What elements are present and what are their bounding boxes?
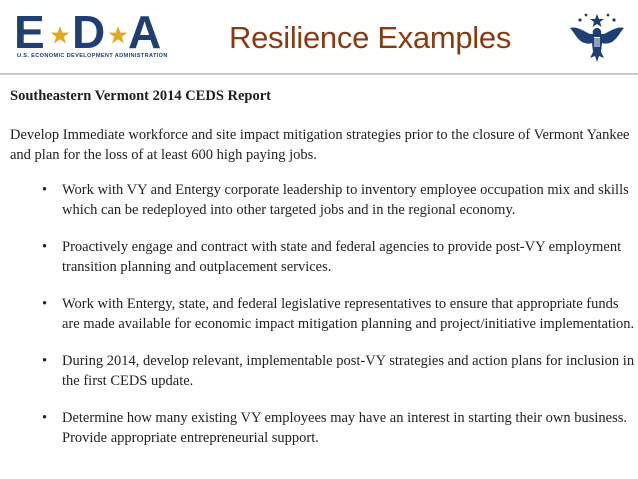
eda-logo xyxy=(12,10,172,65)
report-title: Southeastern Vermont 2014 CEDS Report xyxy=(10,88,271,104)
eagle-seal-icon xyxy=(568,10,626,66)
bullet-text: Proactively engage and contract with state and federal agencies to provide post-VY employment transition planning and outplacement services. xyxy=(62,239,622,275)
star-icon xyxy=(51,26,70,43)
bullet-marker: • xyxy=(42,353,48,369)
eda-logo-mark xyxy=(12,10,172,52)
slide-header xyxy=(0,0,638,72)
list-item xyxy=(0,237,638,277)
list-item xyxy=(0,294,638,334)
slide-title: Resilience Examples xyxy=(229,20,512,55)
logo-letter-d: D xyxy=(72,10,106,52)
header-divider xyxy=(0,73,638,75)
logo-subtitle: U.S. ECONOMIC DEVELOPMENT ADMINISTRATION xyxy=(17,53,168,59)
bullet-text: During 2014, develop relevant, implementable post-VY strategies and action plans for inclusion in the first CEDS update. xyxy=(62,353,635,389)
list-item xyxy=(0,180,638,220)
bullet-marker: • xyxy=(42,410,48,426)
intro-paragraph: Develop Immediate workforce and site impact mitigation strategies prior to the closure of Vermont Yankee and plan for the loss of at least 600 high paying jobs. xyxy=(10,127,630,163)
list-item xyxy=(0,408,638,448)
bullet-marker: • xyxy=(42,239,48,255)
bullet-text: Work with Entergy, state, and federal legislative representatives to ensure that appropriate funds are made available for economic impact mitigation planning and project/initiative implementation. xyxy=(62,296,635,332)
bullet-marker: • xyxy=(42,296,48,312)
bullet-list xyxy=(0,180,638,448)
bullet-marker: • xyxy=(42,182,48,198)
logo-letter-a: A xyxy=(128,10,162,52)
bullet-text: Work with VY and Entergy corporate leadership to inventory employee occupation mix and skills which can be redeployed into other targeted jobs and in the regional economy. xyxy=(62,182,629,218)
bullet-text: Determine how many existing VY employees may have an interest in starting their own business. Provide appropriate entrepreneurial support. xyxy=(62,410,627,446)
logo-letter-e: E xyxy=(14,10,45,52)
star-icon xyxy=(109,26,128,43)
list-item xyxy=(0,351,638,391)
